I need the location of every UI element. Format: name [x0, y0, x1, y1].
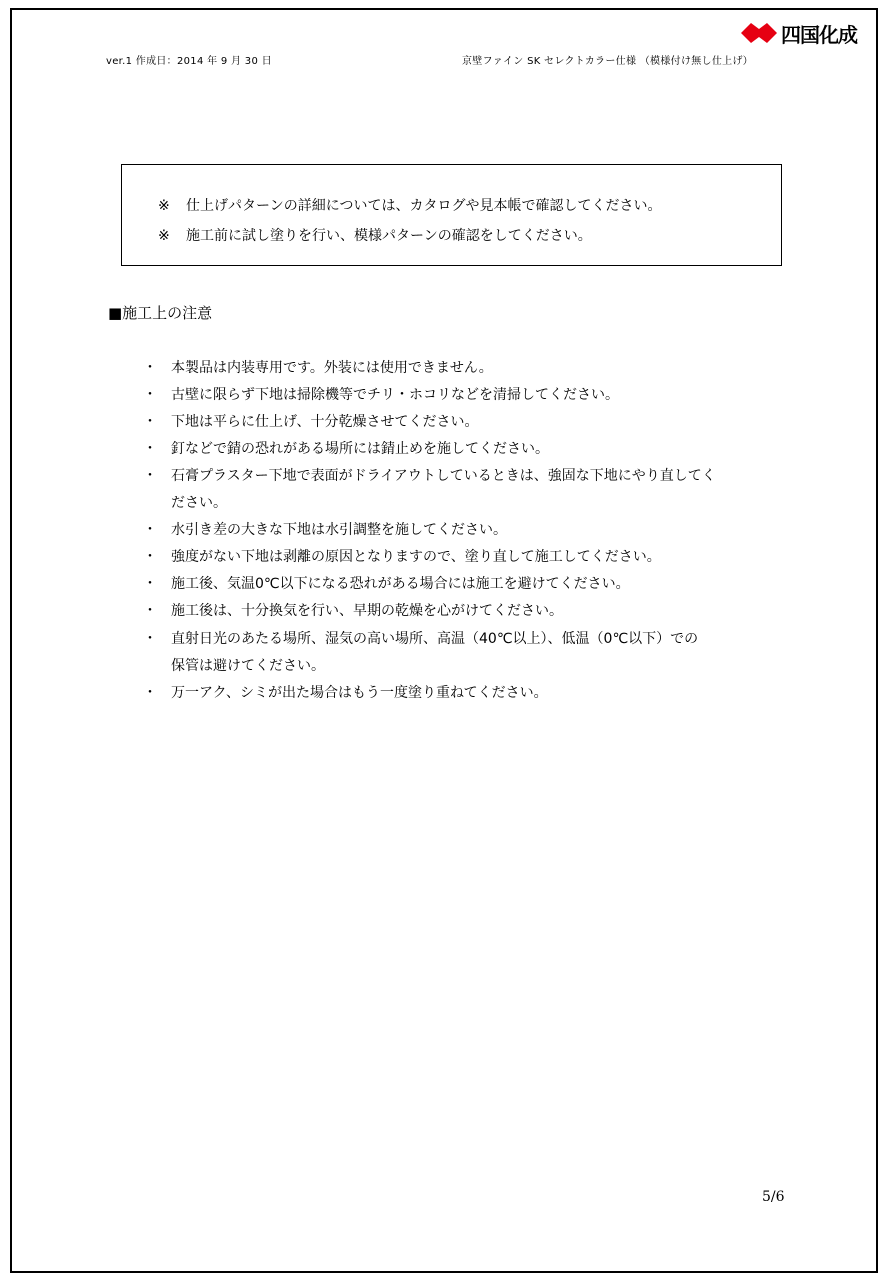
list-bullet: ・	[143, 522, 157, 538]
page-number: 5/6	[762, 1189, 785, 1205]
list-bullet: ・	[143, 631, 157, 647]
notice-text: 施工前に試し塗りを行い、模様パターンの確認をしてください。	[186, 228, 592, 244]
notice-line-1	[158, 195, 661, 215]
list-item: 本製品は内装専用です。外装には使用できません。	[171, 360, 493, 376]
list-bullet: ・	[143, 549, 157, 565]
company-logo-text: 四国化成	[781, 22, 857, 47]
list-bullet: ・	[143, 441, 157, 457]
version-date: ver.1 作成日：2014 年 9 月 30 日	[106, 56, 272, 67]
notice-box	[121, 164, 782, 266]
list-item: 直射日光のあたる場所、湿気の高い場所、高温（40℃以上）、低温（0℃以下）での	[171, 631, 699, 647]
notice-mark: ※	[158, 198, 170, 214]
list-item: 水引き差の大きな下地は水引調整を施してください。	[171, 522, 507, 538]
notice-line-2	[158, 225, 592, 245]
document-title: 京壁ファイン SK セレクトカラー仕様 （模様付け無し仕上げ）	[462, 56, 754, 67]
list-item: 下地は平らに仕上げ、十分乾燥させてください。	[171, 414, 479, 430]
list-bullet: ・	[143, 685, 157, 701]
list-bullet: ・	[143, 468, 157, 484]
notice-mark: ※	[158, 228, 170, 244]
list-item: 施工後は、十分換気を行い、早期の乾燥を心がけてください。	[171, 603, 563, 619]
company-logo	[741, 20, 857, 46]
company-logo-mark-icon	[741, 21, 777, 45]
list-bullet: ・	[143, 360, 157, 376]
list-item-continuation: 保管は避けてください。	[171, 658, 325, 674]
list-item: 強度がない下地は剥離の原因となりますので、塗り直して施工してください。	[171, 549, 661, 565]
list-item: 施工後、気温0℃以下になる恐れがある場合には施工を避けてください。	[171, 576, 630, 592]
list-bullet: ・	[143, 603, 157, 619]
list-item: 古壁に限らず下地は掃除機等でチリ・ホコリなどを清掃してください。	[171, 387, 619, 403]
list-item: 石膏プラスター下地で表面がドライアウトしているときは、強固な下地にやり直してく	[171, 468, 716, 484]
list-bullet: ・	[143, 414, 157, 430]
list-item: 釘などで錆の恐れがある場所には錆止めを施してください。	[171, 441, 549, 457]
list-item-continuation: ださい。	[171, 495, 227, 511]
notice-text: 仕上げパターンの詳細については、カタログや見本帳で確認してください。	[186, 198, 662, 214]
list-bullet: ・	[143, 576, 157, 592]
list-bullet: ・	[143, 387, 157, 403]
list-item: 万一アク、シミが出た場合はもう一度塗り重ねてください。	[171, 685, 548, 701]
section-title: ■施工上の注意	[108, 304, 213, 322]
